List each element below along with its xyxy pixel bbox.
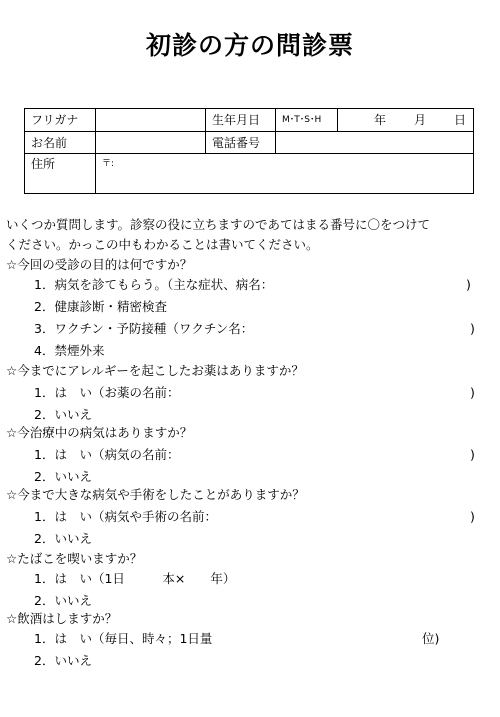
question-6: ☆飲酒はしますか？ xyxy=(6,611,118,626)
name-field[interactable] xyxy=(95,132,205,153)
info-row-address xyxy=(25,154,473,194)
phone-field[interactable] xyxy=(275,132,475,153)
question-6-option-1[interactable]: 1．は い（毎日、時々；1日量 xyxy=(34,631,213,646)
question-2-option-1-close: ) xyxy=(470,385,475,400)
question-3-option-1-close: ) xyxy=(470,447,475,462)
question-2: ☆今までにアレルギーを起こしたお薬はありますか？ xyxy=(6,363,304,378)
intro-line-2: ください。かっこの中もわかることは書いてください。 xyxy=(6,237,319,252)
intro-line-1: いくつか質問します。診察の役に立ちますのであてはまる番号に〇をつけて xyxy=(6,217,431,232)
info-row-name-phone xyxy=(25,132,473,154)
question-1: ☆今回の受診の目的は何ですか？ xyxy=(6,257,193,272)
month-label: 月 xyxy=(414,113,427,127)
question-5-option-1[interactable]: 1．は い（1日 本× 年） xyxy=(34,571,236,586)
question-1-option-3[interactable]: 3．ワクチン・予防接種（ワクチン名： xyxy=(34,321,254,336)
question-2-option-1[interactable]: 1．は い（お薬の名前： xyxy=(34,385,180,400)
phone-label: 電話番号 xyxy=(205,132,275,153)
question-1-option-2[interactable]: 2．健康診断・精密検査 xyxy=(34,299,167,314)
address-label: 住所 xyxy=(31,157,56,171)
question-5-option-2[interactable]: 2．いいえ xyxy=(34,593,92,608)
name-label: お名前 xyxy=(31,136,68,150)
question-6-option-2[interactable]: 2．いいえ xyxy=(34,653,92,668)
question-4: ☆今まで大きな病気や手術をしたことがありますか？ xyxy=(6,487,305,502)
form-title: 初診の方の問診票 xyxy=(145,31,354,60)
era-options[interactable]: M･T･S･H xyxy=(275,109,337,131)
furigana-label: フリガナ xyxy=(31,113,79,127)
question-6-option-1-close: 位) xyxy=(422,631,440,646)
furigana-field[interactable] xyxy=(95,109,205,131)
question-4-option-1-close: ) xyxy=(470,509,475,524)
question-3-option-2[interactable]: 2．いいえ xyxy=(34,469,92,484)
day-label: 日 xyxy=(454,113,467,127)
year-label: 年 xyxy=(374,113,387,127)
question-2-option-2[interactable]: 2．いいえ xyxy=(34,407,92,422)
question-1-option-3-close: ) xyxy=(470,321,475,336)
question-5: ☆たばこを喫いますか？ xyxy=(6,551,143,566)
postal-mark: 〒: xyxy=(102,159,115,169)
question-4-option-1[interactable]: 1．は い（病気や手術の名前： xyxy=(34,509,217,524)
question-1-option-1-close: ) xyxy=(466,277,471,292)
birth-date-label: 生年月日 xyxy=(205,109,275,131)
question-1-option-4[interactable]: 4．禁煙外来 xyxy=(34,343,105,358)
question-3: ☆今治療中の病気はありますか？ xyxy=(6,425,193,440)
question-4-option-2[interactable]: 2．いいえ xyxy=(34,531,92,546)
patient-info-table xyxy=(24,108,474,194)
info-row-furigana-birth xyxy=(25,109,473,132)
birth-date-field[interactable] xyxy=(337,109,475,131)
question-3-option-1[interactable]: 1．は い（病気の名前： xyxy=(34,447,180,462)
question-1-option-1[interactable]: 1．病気を診てもらう。（主な症状、病名： xyxy=(34,277,274,292)
address-field[interactable] xyxy=(95,154,475,194)
